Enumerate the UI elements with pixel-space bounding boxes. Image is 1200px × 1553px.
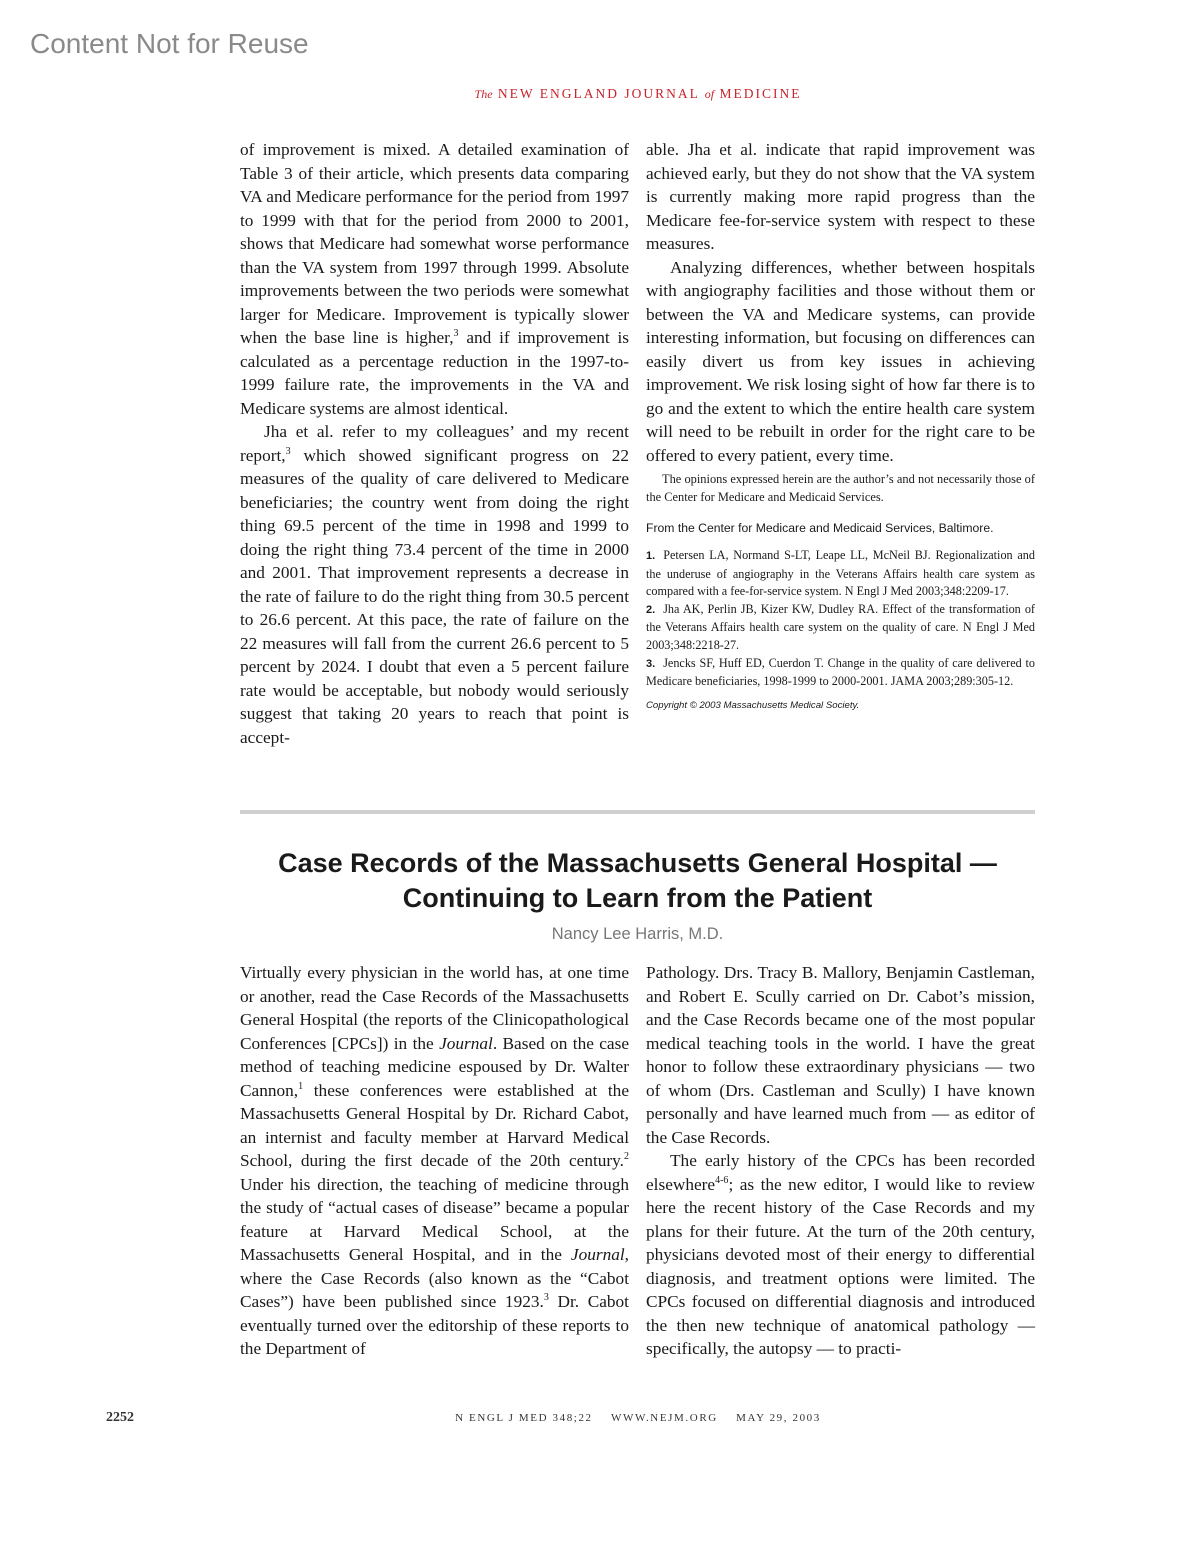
citation-superscript: 4-6 xyxy=(715,1174,729,1186)
top-right-paragraph-2: Analyzing differences, whether between hospitals with angiography facilities and those without them or between the VA and Medicare systems, can provide interesting information, but focusing on differences can easily divert us from key issues in achieving improvement. We risk losing sight of how far there is to go and the extent to which the entire health care system will need to be rebuilt in order for the right care to be offered to every patient, every time. xyxy=(646,257,1035,465)
reference-item xyxy=(646,601,1035,655)
footer-date: MAY 29, 2003 xyxy=(736,1412,821,1424)
text-run: ; as the new editor, I would like to review here the recent history of the Case Records and my plans for their future. At the turn of the 20th century, physicians devoted most of their energy to differential diagnosis, and treatment options were limited. The CPCs focused on differential diagnosis and introduced the then new technique of anatomical pathology — specifically, the autopsy — to practi- xyxy=(646,1174,1035,1358)
top-right-column xyxy=(646,138,1035,717)
top-left-column xyxy=(240,138,629,749)
watermark: Content Not for Reuse xyxy=(30,28,309,59)
bottom-right-paragraph-1: Pathology. Drs. Tracy B. Mallory, Benjamin Castleman, and Robert E. Scully carried on Dr. Cabot’s mission, and the Case Records became one of the most popular medical teaching tools in the world. I have the great honor to follow these extraordinary physicians — two of whom (Drs. Castleman and Scully) I have known personally and have learned much from — as editor of the Case Records. xyxy=(646,963,1035,1147)
reference-list xyxy=(646,547,1035,691)
text-run: Under his direction, the teaching of medicine through the study of “actual cases of disease” became a popular feature at Harvard Medical School, at the Massachusetts General Hospital, and in the xyxy=(240,1174,629,1264)
text-run: The early history of the CPCs has been recorded elsewhere xyxy=(646,1151,1035,1194)
reference-item xyxy=(646,547,1035,601)
journal-masthead xyxy=(0,86,1200,102)
journal-italic: Journal xyxy=(570,1245,625,1264)
reference-number: 2. xyxy=(646,603,656,616)
masthead-of: of xyxy=(704,87,715,101)
reference-number: 1. xyxy=(646,550,656,562)
text-run: Jha et al. refer to my colleagues’ and my recent report, xyxy=(240,422,629,465)
journal-italic: Journal xyxy=(439,1033,493,1053)
masthead-the: The xyxy=(474,87,493,101)
masthead-part1: NEW ENGLAND JOURNAL xyxy=(497,86,700,101)
citation-superscript: 2 xyxy=(624,1151,629,1163)
text-run: which showed significant progress on 22 measures of the quality of care delivered to Medicare beneficiaries; the country went from doing the right thing 69.5 percent of the time in 1998 and 1999 to doing the right thing 73.4 percent of the time in 2000 and 2001. That improvement represents a decrease in the rate of failure to do the right thing from 30.5 percent to 26.6 percent. At this pace, the rate of failure on the 22 measures will fall from the current 26.6 percent to 5 percent by 2024. I doubt that even a 5 percent failure rate would be acceptable, but nobody would seriously suggest that taking 20 years to reach that point is accept- xyxy=(240,445,629,747)
top-right-paragraph-1: able. Jha et al. indicate that rapid improvement was achieved early, but they do not show that the VA system is currently making more rapid progress than the Medicare fee-for-service system with respect to these measures. xyxy=(646,140,1035,253)
reference-number: 3. xyxy=(646,657,656,670)
article-title-line-1: Case Records of the Massachusetts General Hospital — xyxy=(278,848,997,878)
bottom-left-column xyxy=(240,961,629,1361)
citation-superscript: 3 xyxy=(453,328,459,340)
affiliation: From the Center for Medicare and Medicaid Services, Baltimore. xyxy=(646,521,994,535)
text-run: , where the Case Records (also known as the “Cabot Cases”) have been published since 1923. xyxy=(240,1245,629,1311)
text-run: Virtually every physician in the world has, at one time or another, read the Case Records of the Massachusetts General Hospital (the reports of the Clinicopathological Conferences [CPCs]) in the xyxy=(240,963,629,1053)
article-author: Nancy Lee Harris, M.D. xyxy=(551,925,724,943)
text-run: . Based on the case method of teaching medicine espoused by Dr. Walter Cannon, xyxy=(240,1033,629,1100)
copyright-notice: Copyright © 2003 Massachusetts Medical Society. xyxy=(646,699,860,711)
article-title-line-2: Continuing to Learn from the Patient xyxy=(402,883,873,913)
top-left-paragraph-1 xyxy=(240,138,629,420)
author-disclaimer: The opinions expressed herein are the author’s and not necessarily those of the Center for Medicare and Medicaid Services. xyxy=(646,472,1035,504)
text-run: of improvement is mixed. A detailed examination of Table 3 of their article, which presents data comparing VA and Medicare performance for the period from 1997 to 1999 with that for the period from 2000 to 2001, shows that Medicare had somewhat worse performance than the VA system from 1997 through 1999. Absolute improvements between the two periods were somewhat larger for Medicare. Improvement is typically slower when the base line is higher, xyxy=(240,140,629,347)
section-divider xyxy=(240,810,1035,814)
footer-website: WWW.NEJM.ORG xyxy=(611,1412,718,1424)
citation-superscript: 3 xyxy=(285,445,291,457)
page-number: 2252 xyxy=(106,1410,134,1425)
citation-superscript: 3 xyxy=(543,1292,549,1304)
top-left-paragraph-2 xyxy=(240,420,629,749)
bottom-left-paragraph-1 xyxy=(240,961,629,1361)
text-run: these conferences were established at the Massachusetts General Hospital by Dr. Richard Cabot, an internist and faculty member at Harvard Medical School, during the first decade of the 20th century. xyxy=(240,1080,629,1170)
reference-item xyxy=(646,655,1035,691)
footer-citation: N ENGL J MED 348;22 xyxy=(455,1412,593,1424)
reference-text: Jha AK, Perlin JB, Kizer KW, Dudley RA. Effect of the transformation of the Veterans Affairs health care system on the quality of care. N Engl J Med 2003;348:2218-27. xyxy=(646,601,1035,652)
page-footer xyxy=(0,1412,1200,1424)
article-title xyxy=(240,846,1035,916)
text-run: Dr. Cabot eventually turned over the editorship of these reports to the Department of xyxy=(240,1292,629,1358)
text-run: and if improvement is calculated as a percentage reduction in the 1997-to-1999 failure rate, the improvements in the VA and Medicare systems are almost identical. xyxy=(240,328,629,418)
reference-text: Jencks SF, Huff ED, Cuerdon T. Change in the quality of care delivered to Medicare beneficiaries, 1998-1999 to 2000-2001. JAMA 2003;289:305-12. xyxy=(646,655,1035,689)
citation-superscript: 1 xyxy=(298,1080,304,1092)
reference-text: Petersen LA, Normand S-LT, Leape LL, McNeil BJ. Regionalization and the underuse of angiography in the Veterans Affairs health care system as compared with a fee-for-service system. N Engl J Med 2003;348:2209-17. xyxy=(646,548,1035,599)
bottom-right-column xyxy=(646,961,1035,1361)
bottom-right-paragraph-2 xyxy=(646,1149,1035,1361)
masthead-part2: MEDICINE xyxy=(719,86,802,101)
